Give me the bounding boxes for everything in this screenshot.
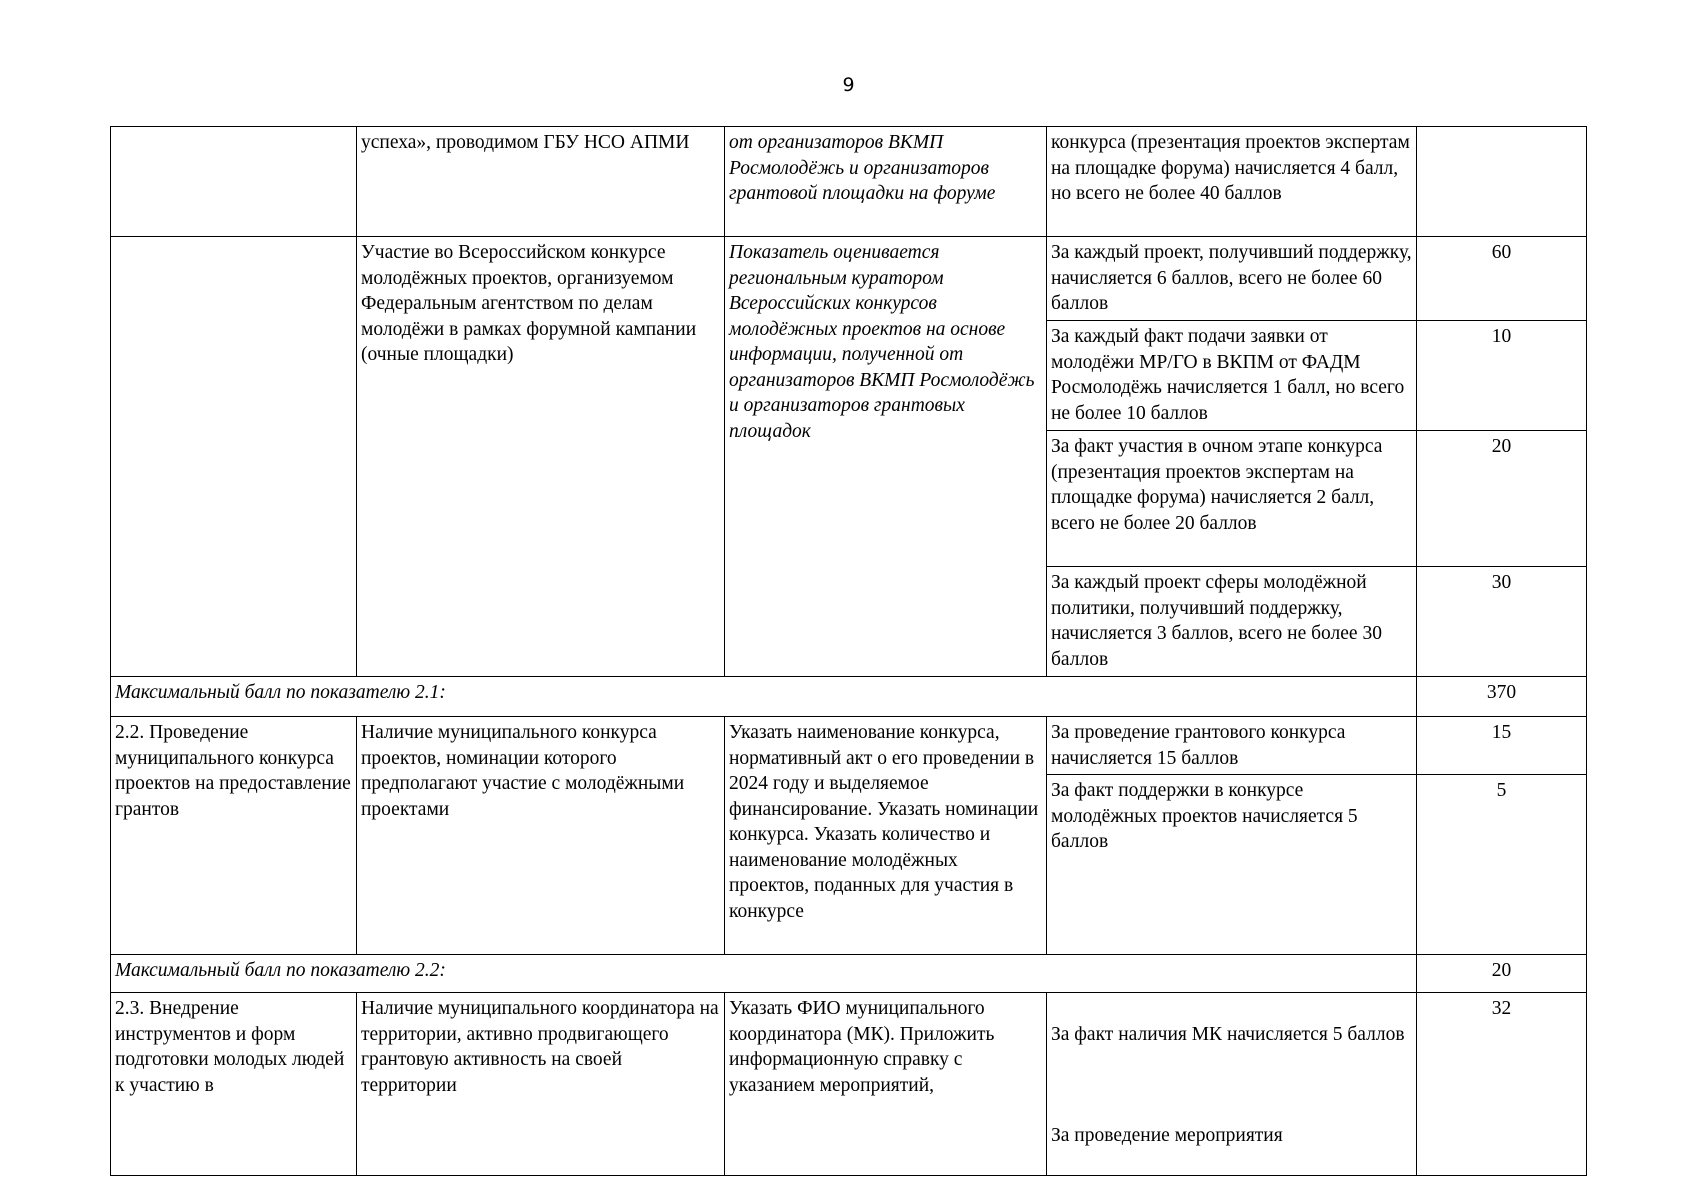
points-rule-cell: За факт участия в очном этапе конкурса (презентация проектов экспертам на площадке форума) начисляется 2 балл, всего не более 20 баллов [1047, 431, 1417, 567]
score-cell: 5 [1417, 775, 1587, 955]
points-rule-cell: За каждый факт подачи заявки от молодёжи МР/ГО в ВКПМ от ФАДМ Росмолодёжь начисляется 1 балл, но всего не более 10 баллов [1047, 321, 1417, 431]
max-score-value: 370 [1417, 677, 1587, 717]
max-score-row [111, 955, 1587, 993]
score-cell: 10 [1417, 321, 1587, 431]
score-cell: 20 [1417, 431, 1587, 567]
max-score-label: Максимальный балл по показателю 2.1: [111, 677, 1417, 717]
evaluation-method-cell: от организаторов ВКМП Росмолодёжь и организаторов грантовой площадки на форуме [725, 127, 1047, 237]
score-cell: 32 [1417, 993, 1587, 1176]
evaluation-method-cell: Указать наименование конкурса, нормативный акт о его проведении в 2024 году и выделяемое финансирование. Указать номинации конкурса. Указать количество и наименование молодёжных проектов, поданных для участия в конкурсе [725, 717, 1047, 955]
indicator-cell [111, 237, 357, 677]
criterion-cell: успеха», проводимом ГБУ НСО АПМИ [357, 127, 725, 237]
max-score-label: Максимальный балл по показателю 2.2: [111, 955, 1417, 993]
indicator-cell: 2.3. Внедрение инструментов и форм подготовки молодых людей к участию в [111, 993, 357, 1176]
indicator-cell [111, 127, 357, 237]
score-cell: 30 [1417, 567, 1587, 677]
criteria-table [110, 126, 1587, 1176]
points-rule-cell: За проведение грантового конкурса начисляется 15 баллов [1047, 717, 1417, 775]
points-rule-cell: За факт поддержки в конкурсе молодёжных проектов начисляется 5 баллов [1047, 775, 1417, 955]
table-row [111, 993, 1587, 1176]
table-row [111, 127, 1587, 237]
page-number: 9 [842, 74, 855, 96]
max-score-row [111, 677, 1587, 717]
criterion-cell: Наличие муниципального координатора на территории, активно продвигающего грантовую активность на своей территории [357, 993, 725, 1176]
points-rule-text: За факт наличия МК начисляется 5 баллов [1051, 1023, 1405, 1045]
table-row [111, 237, 1587, 321]
evaluation-method-cell: Показатель оценивается региональным куратором Всероссийских конкурсов молодёжных проектов на основе информации, полученной от организаторов ВКМП Росмолодёжь и организаторов грантовых площадок [725, 237, 1047, 677]
points-rule-cell: конкурса (презентация проектов экспертам на площадке форума) начисляется 4 балл, но всего не более 40 баллов [1047, 127, 1417, 237]
max-score-value: 20 [1417, 955, 1587, 993]
score-cell [1417, 127, 1587, 237]
table-row [111, 717, 1587, 775]
score-cell: 15 [1417, 717, 1587, 775]
points-rule-cell [1047, 993, 1417, 1176]
score-cell: 60 [1417, 237, 1587, 321]
evaluation-method-cell: Указать ФИО муниципального координатора (МК). Приложить информационную справку с указанием мероприятий, [725, 993, 1047, 1176]
criterion-cell: Участие во Всероссийском конкурсе молодёжных проектов, организуемом Федеральным агентством по делам молодёжи в рамках форумной кампании (очные площадки) [357, 237, 725, 677]
points-rule-cell: За каждый проект сферы молодёжной политики, получивший поддержку, начисляется 3 баллов, всего не более 30 баллов [1047, 567, 1417, 677]
criterion-cell: Наличие муниципального конкурса проектов, номинации которого предполагают участие с молодёжными проектами [357, 717, 725, 955]
indicator-cell: 2.2. Проведение муниципального конкурса проектов на предоставление грантов [111, 717, 357, 955]
points-rule-text: За проведение мероприятия [1051, 1125, 1283, 1146]
points-rule-cell: За каждый проект, получивший поддержку, начисляется 6 баллов, всего не более 60 баллов [1047, 237, 1417, 321]
